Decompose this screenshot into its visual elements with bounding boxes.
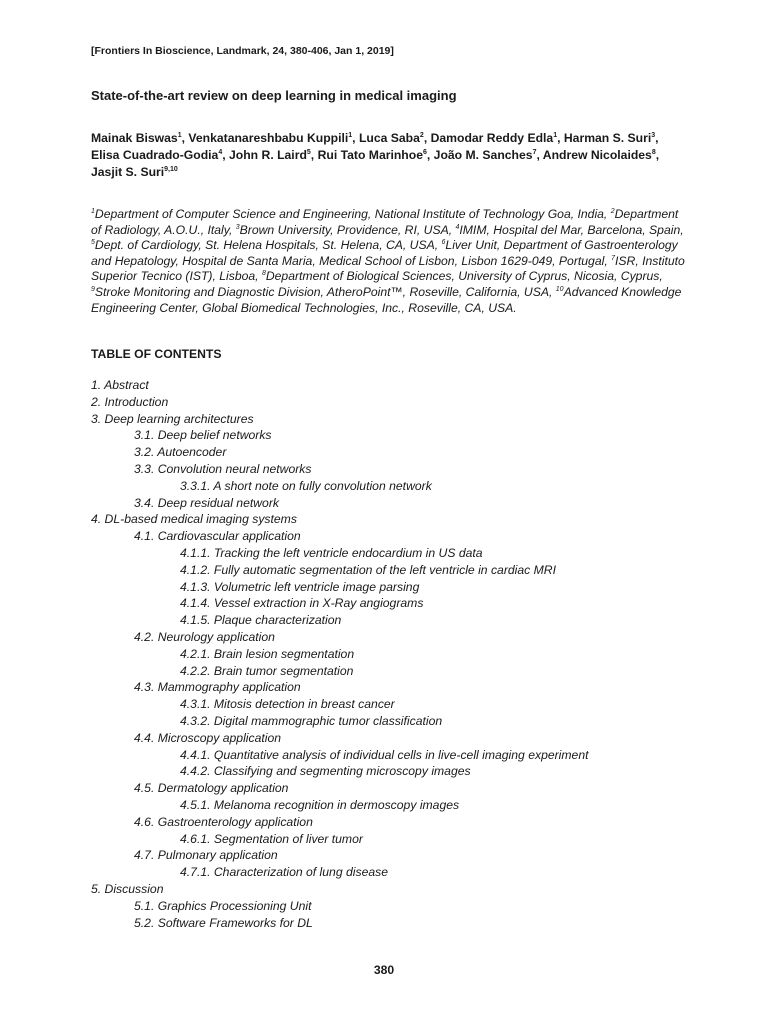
author-separator: , (352, 131, 359, 145)
author-name: Venkatanareshbabu Kuppili (188, 131, 349, 145)
toc-entry: 4.6. Gastroenterology application (134, 814, 313, 829)
author-affiliation-mark: 1 (348, 131, 353, 139)
author-name: Damodar Reddy Edla (430, 131, 554, 145)
affiliation-number: 6 (441, 239, 446, 247)
toc-entry: 4.1.3. Volumetric left ventricle image parsing (180, 579, 420, 594)
author-affiliation-mark: 8 (651, 148, 656, 156)
paper-title: State-of-the-art review on deep learning in medical imaging (91, 88, 457, 103)
affiliation-text: Department of Biological Sciences, University of Cyprus, Nicosia, Cyprus, (265, 269, 663, 284)
toc-entry: 4.5. Dermatology application (134, 781, 289, 796)
author-list (91, 130, 681, 181)
affiliation-text: Dept. of Cardiology, St. Helena Hospitals, St. Helena, CA, USA, (94, 238, 442, 253)
author-separator: , (310, 148, 318, 162)
toc-entry: 3. Deep learning architectures (91, 411, 254, 426)
toc-entry: 4.4.2. Classifying and segmenting microscopy images (180, 764, 471, 779)
toc-entry: 5.1. Graphics Processioning Unit (134, 898, 312, 913)
affiliation-number: 4 (455, 223, 460, 231)
affiliation-number: 2 (610, 207, 615, 215)
toc-entry: 4.3.1. Mitosis detection in breast cancer (180, 697, 395, 712)
table-of-contents (91, 377, 711, 931)
toc-entry: 3.3. Convolution neural networks (134, 461, 312, 476)
author-name: John R. Laird (229, 148, 307, 162)
toc-entry: 4.1. Cardiovascular application (134, 529, 301, 544)
toc-entry: 3.4. Deep residual network (134, 495, 279, 510)
author-affiliation-mark: 7 (532, 148, 537, 156)
toc-entry: 4.7.1. Characterization of lung disease (180, 865, 388, 880)
toc-entry: 4.7. Pulmonary application (134, 848, 278, 863)
toc-entry: 4.5.1. Melanoma recognition in dermoscopy images (180, 797, 460, 812)
author-separator: , (222, 148, 230, 162)
author-affiliation-mark: 2 (419, 131, 424, 139)
toc-entry: 5.2. Software Frameworks for DL (134, 915, 313, 930)
author-separator: , (557, 131, 564, 145)
toc-entry: 1. Abstract (91, 378, 149, 392)
author-name: Jasjit S. Suri (91, 165, 165, 179)
author-affiliation-mark: 1 (553, 131, 558, 139)
author-affiliation-mark: 4 (218, 148, 223, 156)
affiliations (91, 207, 691, 316)
author-name: Harman S. Suri (563, 131, 652, 145)
affiliation-number: 10 (555, 285, 564, 293)
toc-entry: 4.4.1. Quantitative analysis of individual cells in live-cell imaging experiment (180, 747, 589, 762)
affiliation-text: Advanced Knowledge Engineering Center, Global Biomedical Technologies, Inc., Roseville, CA, USA. (91, 284, 682, 315)
toc-entry: 4.1.4. Vessel extraction in X-Ray angiograms (180, 596, 424, 611)
affiliation-number: 1 (91, 207, 95, 215)
author-affiliation-mark: 3 (651, 131, 656, 139)
affiliation-number: 9 (91, 285, 95, 293)
journal-citation: [Frontiers In Bioscience, Landmark, 24, 380-406, Jan 1, 2019] (91, 45, 394, 57)
affiliation-text: Brown University, Providence, RI, USA, (239, 222, 456, 237)
author-name: Mainak Biswas (91, 131, 178, 145)
affiliation-number: 8 (261, 270, 266, 278)
author-affiliation-mark: 1 (177, 131, 182, 139)
toc-entry: 5. Discussion (91, 881, 164, 896)
toc-entry: 4.2. Neurology application (134, 629, 275, 644)
affiliation-number: 3 (235, 223, 240, 231)
author-separator: , (536, 148, 543, 162)
affiliation-text: ISR, Instituto Superior Tecnico (IST), Lisboa, (91, 253, 685, 284)
author-separator: , (426, 148, 434, 162)
toc-entry: 3.2. Autoencoder (134, 445, 227, 460)
page-number: 380 (373, 963, 395, 977)
toc-entry: 4.3.2. Digital mammographic tumor classification (180, 713, 443, 728)
toc-entry: 4.6.1. Segmentation of liver tumor (180, 831, 363, 846)
toc-heading: TABLE OF CONTENTS (91, 347, 222, 361)
author-affiliation-mark: 5 (306, 148, 311, 156)
author-separator: , (181, 131, 189, 145)
author-name: João M. Sanches (433, 148, 533, 162)
affiliation-number: 7 (611, 254, 616, 262)
toc-entry: 4.2.1. Brain lesion segmentation (180, 646, 355, 661)
toc-entry: 3.1. Deep belief networks (134, 428, 272, 443)
author-name: Rui Tato Marinhoe (317, 148, 423, 162)
author-separator: , (655, 148, 660, 162)
toc-entry: 4.1.5. Plaque characterization (180, 613, 342, 628)
author-affiliation-mark: 6 (422, 148, 427, 156)
affiliation-text: Liver Unit, Department of Gastroenterology and Hepatology, Hospital de Santa Maria, Medical School of Lisbon, Lisbon 1629-049, Portugal, (91, 238, 678, 268)
toc-entry: 2. Introduction (91, 394, 169, 409)
affiliation-text: Stroke Monitoring and Diagnostic Division, AtheroPoint™, Roseville, California, USA, (94, 284, 556, 299)
toc-entry: 4.1.2. Fully automatic segmentation of the left ventricle in cardiac MRI (180, 562, 556, 577)
toc-entry: 3.3.1. A short note on fully convolution network (180, 478, 432, 493)
author-separator: , (423, 131, 431, 145)
author-name: Luca Saba (358, 131, 420, 145)
affiliation-text: Department of Computer Science and Engineering, National Institute of Technology Goa, India, (94, 207, 611, 221)
toc-entry: 4.3. Mammography application (134, 680, 301, 695)
toc-entry: 4.1.1. Tracking the left ventricle endocardium in US data (180, 545, 483, 560)
affiliation-text: Department of Radiology, A.O.U., Italy, (91, 207, 679, 237)
author-name: Andrew Nicolaides (542, 148, 652, 162)
author-affiliation-mark: 9,10 (164, 165, 178, 173)
toc-entry: 4.2.2. Brain tumor segmentation (180, 663, 354, 678)
author-separator: , (655, 131, 659, 145)
author-name: Elisa Cuadrado-Godia (91, 148, 219, 162)
affiliation-number: 5 (91, 239, 95, 247)
toc-entry: 4.4. Microscopy application (134, 730, 281, 745)
affiliation-text: IMIM, Hospital del Mar, Barcelona, Spain, (459, 222, 684, 237)
toc-entry: 4. DL-based medical imaging systems (91, 512, 297, 527)
